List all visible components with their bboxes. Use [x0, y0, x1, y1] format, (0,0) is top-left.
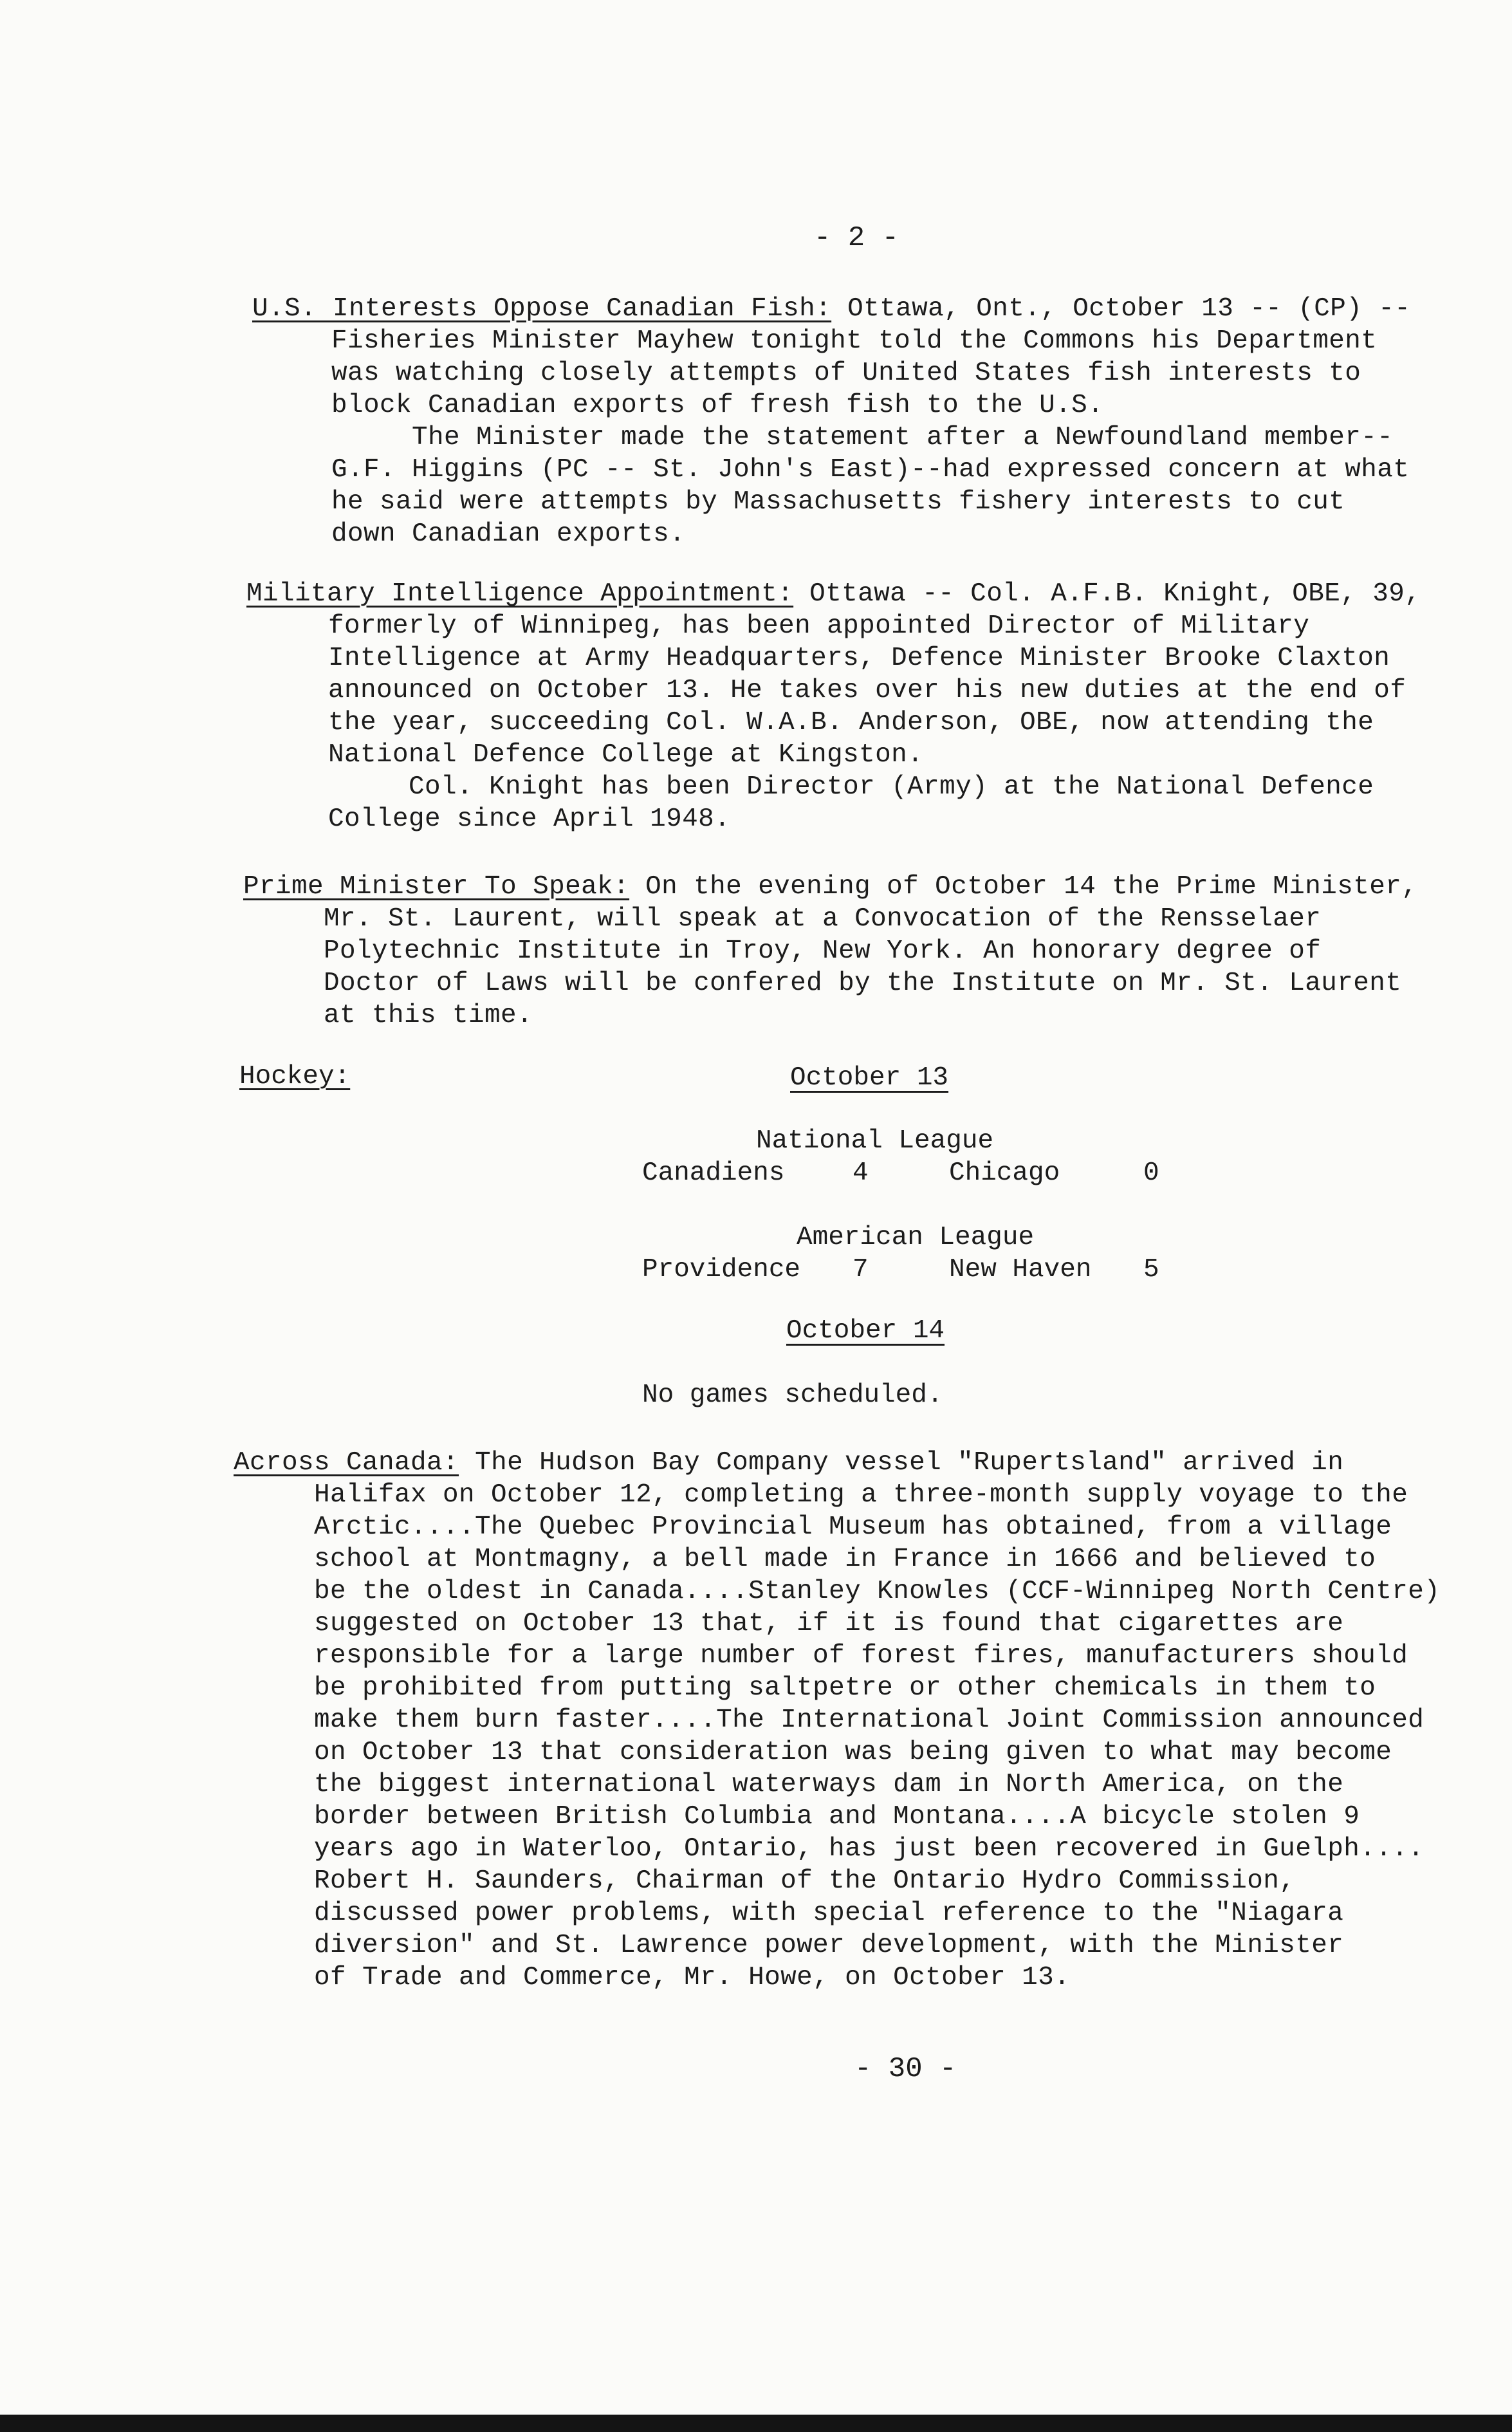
article-line: down Canadian exports. [331, 519, 686, 549]
team-score: 5 [1143, 1255, 1159, 1285]
article-line: he said were attempts by Massachusetts fishery interests to cut [331, 487, 1345, 517]
team-name: Providence [642, 1255, 801, 1285]
article-line: Col. Knight has been Director (Army) at the National Defence [328, 772, 1374, 802]
team-score: 4 [853, 1158, 869, 1188]
team-score: 0 [1143, 1158, 1159, 1188]
article-line: National Defence College at Kingston. [328, 740, 924, 770]
article-line: Polytechnic Institute in Troy, New York. An honorary degree of [324, 936, 1322, 966]
article-line: announced on October 13. He takes over his new duties at the end of [328, 676, 1406, 705]
article-line: be prohibited from putting saltpetre or other chemicals in them to [314, 1673, 1376, 1703]
article-line: of Trade and Commerce, Mr. Howe, on October 13. [314, 1963, 1071, 1992]
article-line: Halifax on October 12, completing a three-month supply voyage to the [314, 1480, 1408, 1510]
article-line: formerly of Winnipeg, has been appointed Director of Military [328, 611, 1310, 641]
team-name: Canadiens [642, 1158, 785, 1188]
article-line: at this time. [324, 1001, 533, 1030]
article-line: make them burn faster....The International Joint Commission announced [314, 1705, 1424, 1735]
article-line: College since April 1948. [328, 804, 731, 834]
article-line: Ottawa -- Col. A.F.B. Knight, OBE, 39, [793, 579, 1421, 609]
article-line: border between British Columbia and Montana....A bicycle stolen 9 [314, 1802, 1360, 1832]
team-name: Chicago [949, 1158, 1060, 1188]
page-number-top: - 2 - [814, 222, 899, 254]
team-score: 7 [853, 1255, 869, 1285]
article-line: Robert H. Saunders, Chairman of the Ontario Hydro Commission, [314, 1866, 1296, 1896]
article-line: Arctic....The Quebec Provincial Museum has obtained, from a village [314, 1512, 1392, 1542]
article-line: G.F. Higgins (PC -- St. John's East)--had expressed concern at what [331, 455, 1410, 485]
article-line: responsible for a large number of forest fires, manufacturers should [314, 1641, 1408, 1671]
article-line: be the oldest in Canada....Stanley Knowles (CCF-Winnipeg North Centre) [314, 1577, 1441, 1606]
article-line: On the evening of October 14 the Prime Minister, [629, 872, 1418, 902]
article-line: discussed power problems, with special reference to the "Niagara [314, 1898, 1344, 1928]
article-line: Intelligence at Army Headquarters, Defence Minister Brooke Claxton [328, 644, 1390, 673]
hockey-date: October 14 [786, 1316, 945, 1346]
article-heading: Across Canada: [234, 1448, 459, 1478]
article-line: diversion" and St. Lawrence power development, with the Minister [314, 1931, 1344, 1960]
hockey-note: No games scheduled. [642, 1380, 943, 1410]
league-name: American League [797, 1223, 1035, 1252]
scan-border [0, 2415, 1512, 2432]
article-line: was watching closely attempts of United States fish interests to [331, 358, 1361, 388]
article-line: years ago in Waterloo, Ontario, has just been recovered in Guelph.... [314, 1834, 1424, 1864]
hockey-date: October 13 [790, 1063, 949, 1093]
article-line: the biggest international waterways dam in North America, on the [314, 1770, 1344, 1799]
article-line: Doctor of Laws will be confered by the Institute on Mr. St. Laurent [324, 969, 1402, 998]
article-line: Fisheries Minister Mayhew tonight told the Commons his Department [331, 326, 1378, 356]
article-line: the year, succeeding Col. W.A.B. Anderson, OBE, now attending the [328, 708, 1374, 738]
article-line: school at Montmagny, a bell made in France in 1666 and believed to [314, 1545, 1376, 1574]
page-number-bottom: - 30 - [854, 2053, 957, 2085]
article-heading: Military Intelligence Appointment: [246, 579, 794, 609]
article-line: Ottawa, Ont., October 13 -- (CP) -- [831, 294, 1411, 324]
article-line: The Minister made the statement after a Newfoundland member-- [331, 423, 1394, 452]
league-name: National League [756, 1126, 994, 1156]
article-heading: U.S. Interests Oppose Canadian Fish: [252, 294, 832, 324]
article-line: on October 13 that consideration was being given to what may become [314, 1738, 1392, 1767]
article-line: suggested on October 13 that, if it is found that cigarettes are [314, 1609, 1344, 1638]
team-name: New Haven [949, 1255, 1092, 1285]
article-heading: Hockey: [239, 1062, 351, 1091]
article-line: Mr. St. Laurent, will speak at a Convocation of the Rensselaer [324, 904, 1322, 934]
article-heading: Prime Minister To Speak: [243, 872, 630, 902]
article-line: The Hudson Bay Company vessel "Rupertsland" arrived in [459, 1448, 1344, 1478]
article-line: block Canadian exports of fresh fish to the U.S. [331, 391, 1104, 420]
